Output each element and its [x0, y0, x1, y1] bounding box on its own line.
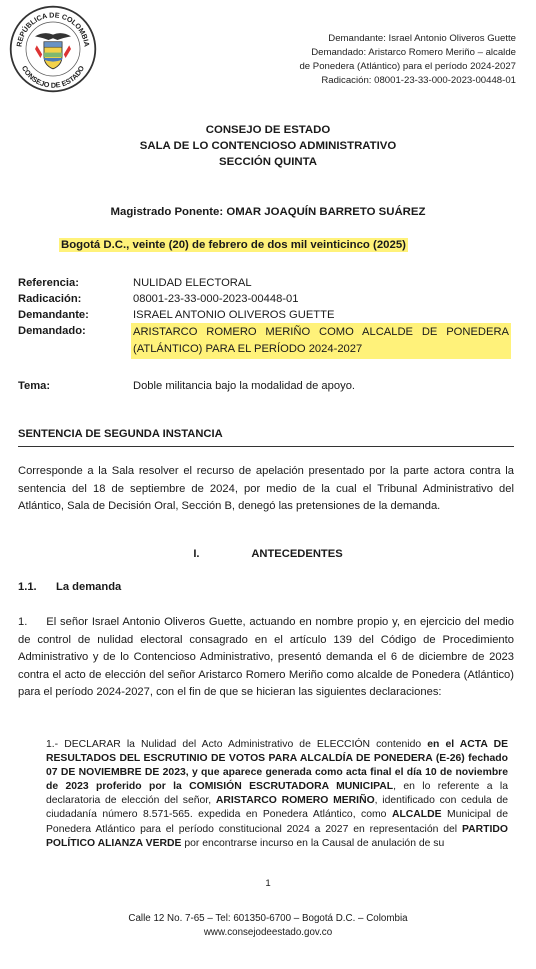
quote-text: , identificado con cedula de ciudadanía número 8.571-565. expedida en Ponedera Atlántico, como: [46, 795, 509, 821]
magistrado-ponente: Magistrado Ponente: OMAR JOAQUÍN BARRETO SUÁREZ: [110, 206, 426, 218]
quote-bold: ALCALDE: [391, 809, 442, 821]
tema-label: Tema:: [18, 380, 51, 392]
reference-label: Demandado:: [18, 325, 86, 337]
reference-label: Referencia:: [18, 277, 79, 289]
quote-text: por encontrarse incurso en la Causal de anulación de su: [181, 837, 445, 849]
court-title: [0, 122, 536, 170]
reference-table: [18, 275, 513, 359]
reference-row: [18, 323, 513, 359]
reference-row: [18, 291, 513, 307]
quote-bold: en el ACTA DE RESULTADOS DEL ESCRUTINIO DE VOTOS PARA ALCALDÍA DE PONEDERA (E-26) fechado 07 DE NOVIEMBRE DE 2023, y que aparece generada como acta final el día 10 de noviembre de 2023 proferido por la COMISIÓN ESCRUTADORA MUNICIPAL: [46, 739, 509, 793]
subsection-number: 1.1.: [18, 581, 37, 593]
tema-row: [18, 380, 355, 392]
tema-value: Doble militancia bajo la modalidad de apoyo.: [133, 380, 356, 392]
reference-value: 08001-23-33-000-2023-00448-01: [133, 293, 299, 305]
reference-value: NULIDAD ELECTORAL: [133, 277, 252, 289]
section-divider: [18, 446, 514, 447]
antecedentes-title: ANTECEDENTES: [251, 548, 343, 560]
quote-bold: ARISTARCO ROMERO MERIÑO: [215, 795, 375, 807]
subsection-heading: [18, 581, 121, 593]
header-demandado: Demandado: Aristarco Romero Meriño – alcalde: [311, 47, 516, 58]
quote-bold: PARTIDO POLÍTICO ALIANZA VERDE: [46, 823, 508, 849]
reference-label: Demandante:: [18, 309, 89, 321]
reference-row: [18, 275, 513, 291]
footer-website-link[interactable]: www.consejodeestado.gov.co: [203, 927, 333, 938]
header-radicacion: Radicación: 08001-23-33-000-2023-00448-01: [321, 75, 516, 86]
seal-bottom-text: CONSEJO DE ESTADO: [19, 64, 87, 90]
reference-label: Radicación:: [18, 293, 82, 305]
header-demandado-cont: de Ponedera (Atlántico) para el período 2024-2027: [299, 61, 516, 72]
consejo-de-estado-seal-icon: [8, 4, 98, 94]
header-demandante: Demandante: Israel Antonio Oliveros Guette: [328, 33, 516, 44]
court-name: CONSEJO DE ESTADO: [205, 124, 331, 136]
subsection-title: La demanda: [56, 581, 122, 593]
quote-text: Municipal de Ponedera Atlántico para el período constitucional 2024 a 2027 en representación del: [46, 809, 508, 835]
antecedentes-heading: [0, 548, 536, 560]
demanda-paragraph: 1. El señor Israel Antonio Oliveros Guette, actuando en nombre propio y, en ejercicio del medio de control de nulidad electoral consagrado en el artículo 139 del Código de Procedimiento Administrativo y de lo Contencioso Administrativo, presentó demanda el 6 de diciembre de 2023 contra el acto de elección del señor Aristarco Romero Meriño como alcalde de Ponedera (Atlántico) para el período 2024-2027, con el fin de que se hicieran las siguientes declaraciones:: [18, 616, 518, 698]
decision-date: Bogotá D.C., veinte (20) de febrero de dos mil veinticinco (2025): [61, 239, 406, 251]
page-footer: [0, 912, 536, 940]
page-number: 1: [265, 878, 271, 889]
court-section: SECCIÓN QUINTA: [219, 156, 317, 168]
court-chamber: SALA DE LO CONTENCIOSO ADMINISTRATIVO: [139, 140, 397, 152]
reference-value: ISRAEL ANTONIO OLIVEROS GUETTE: [133, 309, 335, 321]
quote-text: , en lo referente a la declaratoria de elección del señor,: [46, 781, 509, 807]
header-case-metadata: [299, 32, 516, 88]
reference-value-highlighted: ARISTARCO ROMERO MERIÑO COMO ALCALDE DE PONEDERA (ATLÁNTICO) PARA EL PERÍODO 2024-2027: [131, 323, 511, 359]
petition-quote: [46, 738, 508, 851]
seal-top-text: REPÚBLICA DE COLOMBIA: [14, 10, 92, 48]
antecedentes-number: I.: [193, 548, 200, 560]
footer-address: Calle 12 No. 7-65 – Tel: 601350-6700 – Bogotá D.C. – Colombia: [128, 913, 408, 924]
section-heading: SENTENCIA DE SEGUNDA INSTANCIA: [18, 428, 223, 440]
intro-paragraph: Corresponde a la Sala resolver el recurso de apelación presentado por la parte actora contra la sentencia del 18 de septiembre de 2024, por medio de la cual el Tribunal Administrativo del Atlántico, Sala de Decisión Oral, Sección B, denegó las pretensiones de la demanda.: [18, 465, 514, 512]
quote-text: 1.- DECLARAR la Nulidad del Acto Administrativo de ELECCIÓN contenido: [46, 739, 428, 750]
reference-row: [18, 307, 513, 323]
